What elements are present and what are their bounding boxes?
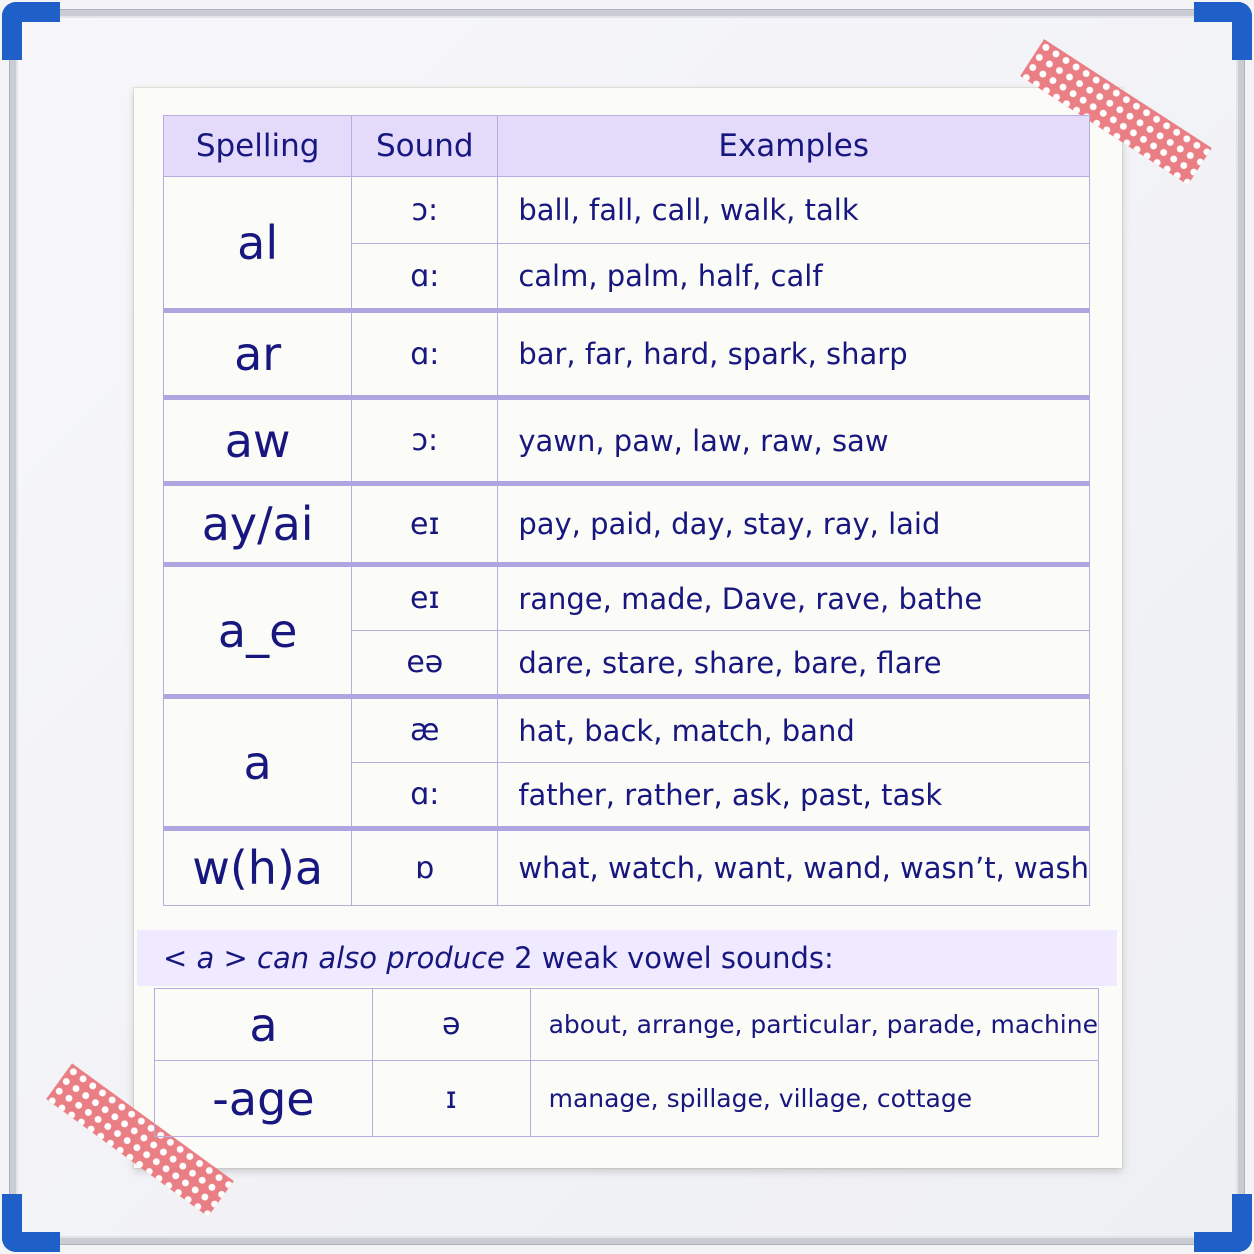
header-examples: Examples [498, 116, 1090, 177]
examples-cell: yawn, paw, law, raw, saw [498, 398, 1090, 484]
weak-vowel-table [154, 988, 1099, 1137]
examples-cell: dare, stare, share, bare, flare [498, 631, 1090, 697]
spelling-sound-table [163, 115, 1090, 906]
examples-cell: pay, paid, day, stay, ray, laid [498, 484, 1090, 565]
weak-note-prefix: < a > can also produce [163, 941, 505, 975]
examples-cell: calm, palm, half, calf [498, 244, 1090, 311]
weak-note-emphasis: 2 weak vowel sounds: [514, 941, 834, 975]
sound-cell: æ [352, 697, 498, 763]
sound-cell: ɪ [372, 1061, 530, 1137]
sound-cell: eɪ [352, 565, 498, 631]
examples-cell: range, made, Dave, rave, bathe [498, 565, 1090, 631]
table-row [164, 484, 1090, 565]
sound-cell: ɒ [352, 829, 498, 906]
sound-cell: eə [352, 631, 498, 697]
sound-cell: ɑ: [352, 244, 498, 311]
spelling-cell: -age [155, 1061, 373, 1137]
board-corner-bottom-left [2, 1194, 60, 1252]
spelling-cell: ay/ai [164, 484, 352, 565]
table-row [164, 177, 1090, 244]
spelling-cell: a [164, 697, 352, 829]
sound-cell: ə [372, 989, 530, 1061]
board-corner-top-right [1194, 2, 1252, 60]
table-row [164, 565, 1090, 631]
spelling-cell: a [155, 989, 373, 1061]
sound-cell: ɔ: [352, 177, 498, 244]
examples-cell: manage, spillage, village, cottage [530, 1061, 1098, 1137]
sound-cell: ɑ: [352, 311, 498, 398]
table-row [155, 1061, 1099, 1137]
sound-cell: ɑ: [352, 763, 498, 829]
examples-cell: hat, back, match, band [498, 697, 1090, 763]
board-corner-top-left [2, 2, 60, 60]
spelling-cell: aw [164, 398, 352, 484]
examples-cell: father, rather, ask, past, task [498, 763, 1090, 829]
table-row [164, 311, 1090, 398]
sound-cell: eɪ [352, 484, 498, 565]
spelling-cell: ar [164, 311, 352, 398]
header-spelling: Spelling [164, 116, 352, 177]
board-corner-bottom-right [1194, 1194, 1252, 1252]
table-row [155, 989, 1099, 1061]
table-row [164, 697, 1090, 763]
header-sound: Sound [352, 116, 498, 177]
examples-cell: ball, fall, call, walk, talk [498, 177, 1090, 244]
weak-vowel-note [137, 930, 1117, 986]
table-row [164, 829, 1090, 906]
sound-cell: ɔ: [352, 398, 498, 484]
spelling-cell: w(h)a [164, 829, 352, 906]
table-header-row [164, 116, 1090, 177]
examples-cell: about, arrange, particular, parade, machine [530, 989, 1098, 1061]
spelling-cell: al [164, 177, 352, 311]
examples-cell: what, watch, want, wand, wasn’t, wash [498, 829, 1090, 906]
examples-cell: bar, far, hard, spark, sharp [498, 311, 1090, 398]
table-row [164, 398, 1090, 484]
spelling-cell: a_e [164, 565, 352, 697]
